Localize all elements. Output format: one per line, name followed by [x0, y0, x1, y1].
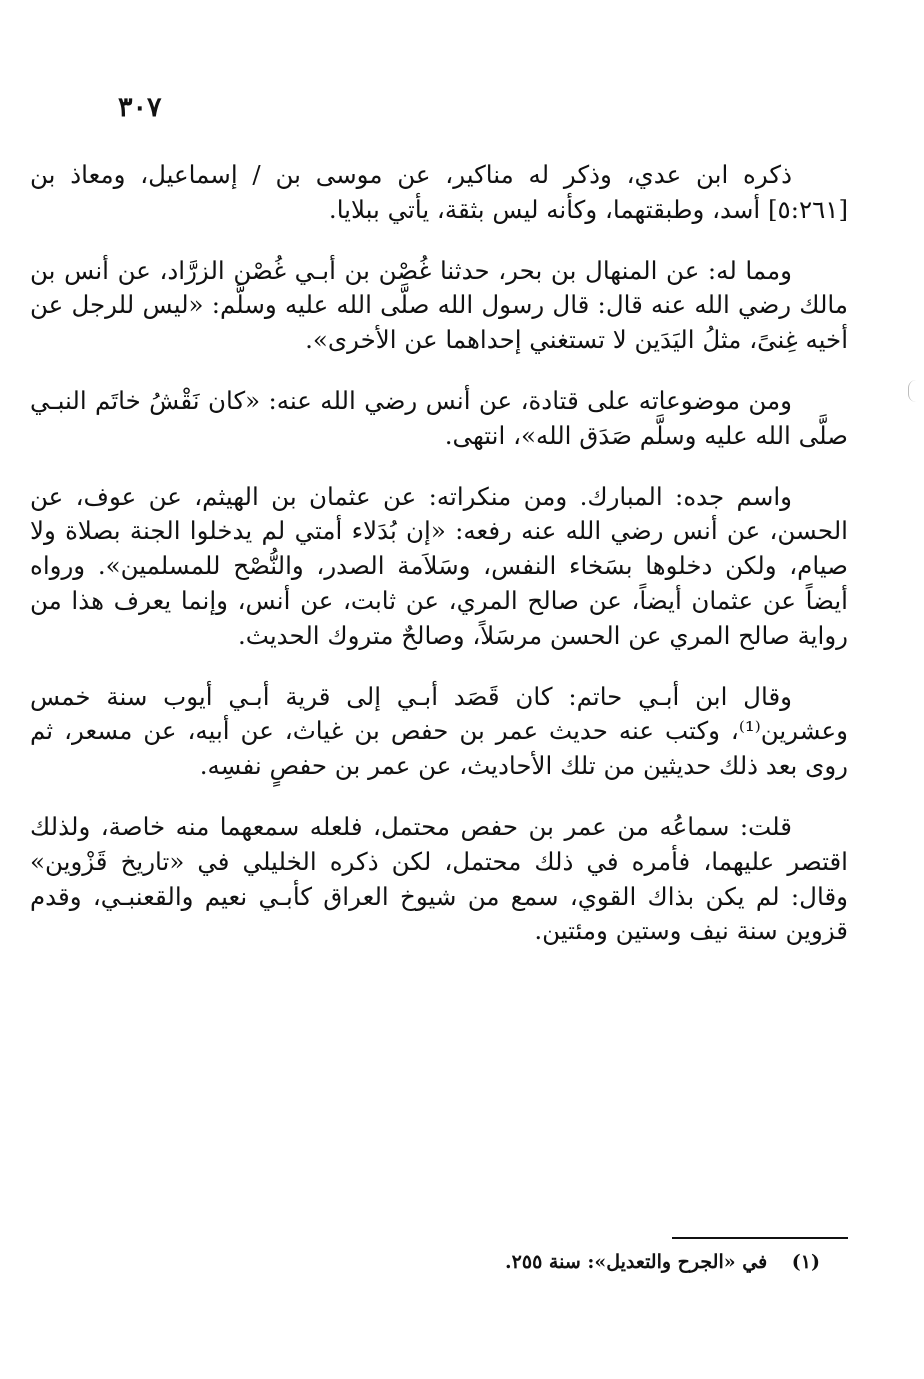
- footnote-text: في «الجرح والتعديل»: سنة ٢٥٥.: [505, 1251, 768, 1273]
- footnote-1: [300, 1247, 820, 1277]
- footnote-marker: (١): [791, 1251, 820, 1273]
- paragraph-6: قلت: سماعُه من عمر بن حفص محتمل، فلعله سمعهما منه خاصة، ولذلك اقتصر عليهما، فأمره في ذلك محتمل، لكن ذكره الخليلي في «تاريخ قَزْوين» وقال: لم يكن بذاك القوي، سمع من شيوخ العراق كأبـي نعيم والقعنبـي، وقدم قزوين سنة نيف وستين ومئتين.: [30, 811, 848, 946]
- paragraph-2: ومما له: عن المنهال بن بحر، حدثنا غُصْن بن أبـي غُصْن الزرَّاد، عن أنس بن مالك رضي الله عنه قال: قال رسول الله صلَّى الله عليه وسلَّم: «ليس للرجل عن أخيه غِنىً، مثلُ اليَدَين لا تستغني إحداهما عن الأخرى».: [30, 255, 848, 355]
- paragraph-1: ذكره ابن عدي، وذكر له مناكير، عن موسى بن / إسماعيل، ومعاذ بن [٥:٢٦١] أسد، وطبقتهما، وكأنه ليس بثقة، يأتي ببلايا.: [30, 160, 848, 224]
- page-edge-mark: [908, 380, 919, 402]
- paragraph-4: واسم جده: المبارك. ومن منكراته: عن عثمان بن الهيثم، عن عوف، عن الحسن، عن أنس رضي الله عنه رفعه: «إن بُدَلاء أمتي لم يدخلوا الجنة بصلاة ولا صيام، ولكن دخلوها بسَخاء النفس، وسَلاَمة الصدر، والنُّصْح للمسلمين». ورواه أيضاً عن عثمان أيضاً، عن صالح المري، عن ثابت، عن أنس، وإنما يعرف هذا من رواية صالح المري عن الحسن مرسَلاً، وصالحٌ متروك الحديث.: [30, 481, 848, 650]
- paragraph-5: وقال ابن أبـي حاتم: كان قَصَد أبـي إلى قرية أبـي أيوب سنة خمس وعشرين⁽¹⁾، وكتب عنه حديث عمر بن حفص بن غياث، عن أبيه، عن مسعر، ثم روى بعد ذلك حديثين من تلك الأحاديث، عن عمر بن حفصٍ نفسِه.: [30, 681, 848, 781]
- paragraph-3: ومن موضوعاته على قتادة، عن أنس رضي الله عنه: «كان نَقْشُ خاتَم النبـي صلَّى الله عليه وسلَّم صَدَق الله»، انتهى.: [30, 385, 848, 450]
- footnotes: [300, 1247, 820, 1277]
- main-text: [30, 158, 848, 975]
- footnote-separator: [672, 1237, 848, 1239]
- page-number: ٣٠٧: [118, 92, 162, 123]
